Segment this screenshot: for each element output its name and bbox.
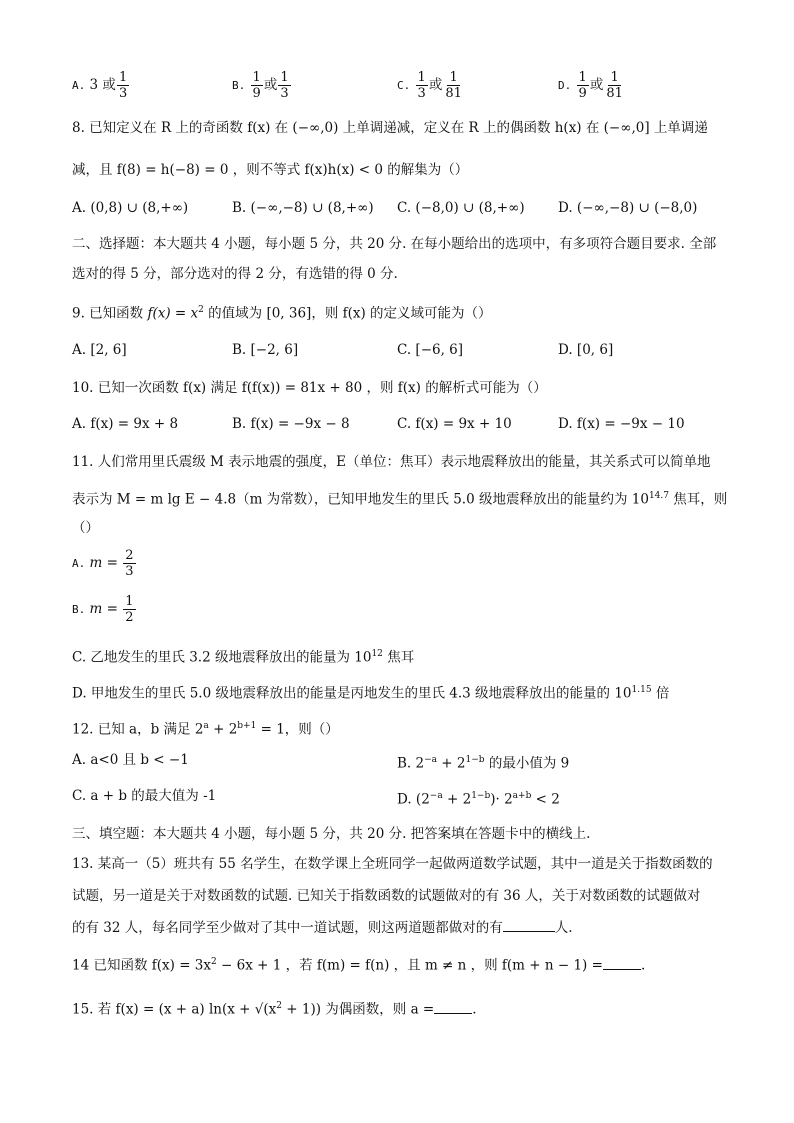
q15-answer-blank[interactable] [434, 1001, 472, 1014]
q11-stem-line2: 表示为 M = m lg E − 4.8（m 为常数），已知甲地发生的里氏 5.0 级地震释放出的能量约为 $10^{14.7}$ 焦耳，则 [72, 491, 728, 508]
section2-heading-line2: 选对的得 5 分，部分选对的得 2 分，有选错的得 0 分. [72, 266, 398, 282]
q12-stem: 12. 已知 a，b 满足 $2^a + 2^{b+1} = 1$，则（） [72, 721, 339, 738]
q10-stem: 10. 已知一次函数 f(x) 满足 f(f(x)) = 81x + 80 ，则 f(x) 的解析式可能为（） [72, 380, 547, 396]
q10-option-d: D. f(x) = −9x − 10 [558, 416, 685, 432]
q13-stem-line1: 13. 某高一（5）班共有 55 名学生，在数学课上全班同学一起做两道数学试题，其中一道是关于指数函数的 [72, 856, 713, 872]
q8-option-a: A. (0,8) ∪ (8,+∞) [72, 200, 189, 216]
q8-option-b: B. (−∞,−8) ∪ (8,+∞) [232, 200, 374, 216]
q11-stem-line3: （） [72, 520, 99, 536]
q15-stem: 15. 若 f(x) = (x + a) $\ln(x + √(x^2 + 1))$ 为偶函数，则 a = . [72, 1001, 477, 1018]
fraction: $\frac{1}{81}$ [445, 70, 462, 101]
q10-option-a: A. f(x) = 9x + 8 [72, 416, 179, 432]
q12-option-b: B. $2^{-a} + 2^{1-b}$ 的最小值为 9 [397, 755, 570, 772]
fraction: $\frac{1}{3}$ [417, 70, 426, 101]
q13-stem-line3: 的有 32 人，每名同学至少做对了其中一道试题，则这两道题都做对的有 人. [72, 920, 573, 936]
q8-stem-line1: 8. 已知定义在 R 上的奇函数 f(x) 在 (−∞,0) 上单调递减，定义在 R 上的偶函数 h(x) 在 (−∞,0] 上单调递 [72, 120, 708, 136]
q9-stem: 9. 已知函数 $f(x) = x^2$ 的值域为 [0, 36]，则 f(x) 的定义域可能为（） [72, 305, 492, 322]
q9-option-c: C. [−6, 6] [397, 342, 464, 358]
q11-option-b: B. m = $\frac{1}{2}$ [72, 594, 134, 625]
q9-option-a: A. [2, 6] [72, 342, 127, 358]
q11-option-d: D. 甲地发生的里氏 5.0 级地震释放出的能量是丙地发生的里氏 4.3 级地震释放出的能量的 $10^{1.15}$ 倍 [72, 685, 670, 702]
fraction: $\frac{2}{3}$ [125, 548, 134, 579]
fraction: $\frac{1}{9}$ [252, 70, 261, 101]
q8-stem-line2: 减，且 f(8) = h(−8) = 0 ，则不等式 f(x)h(x) < 0 的解集为（） [72, 162, 469, 178]
q9-option-b: B. [−2, 6] [232, 342, 299, 358]
q10-option-b: B. f(x) = −9x − 8 [232, 416, 350, 432]
q12-option-a: A. a<0 且 b < −1 [72, 752, 189, 768]
q11-option-a: A. m = $\frac{2}{3}$ [72, 548, 134, 579]
q10-option-c: C. f(x) = 9x + 10 [397, 416, 512, 432]
q13-stem-line2: 试题，另一道是关于对数函数的试题. 已知关于指数函数的试题做对的有 36 人，关于对数函数的试题做对 [72, 888, 701, 904]
section3-heading: 三、填空题：本大题共 4 小题，每小题 5 分，共 20 分. 把答案填在答题卡中的横线上. [72, 826, 591, 842]
fraction: $\frac{1}{9}$ [578, 70, 587, 101]
fraction: $\frac{1}{2}$ [125, 594, 134, 625]
q7-option-b: B. $\frac{1}{9}$ 或 $\frac{1}{3}$ [232, 70, 289, 101]
fraction: $\frac{1}{3}$ [280, 70, 289, 101]
q9-option-d: D. [0, 6] [558, 342, 614, 358]
q11-option-c: C. 乙地发生的里氏 3.2 级地震释放出的能量为 $10^{12}$ 焦耳 [72, 649, 415, 666]
fraction: $\frac{1}{3}$ [118, 70, 128, 101]
q8-option-d: D. (−∞,−8) ∪ (−8,0) [558, 200, 698, 216]
q13-answer-blank[interactable] [503, 919, 555, 932]
q7-option-d: D. $\frac{1}{9}$ 或 $\frac{1}{81}$ [558, 70, 623, 101]
section2-heading-line1: 二、选择题：本大题共 4 小题，每小题 5 分，共 20 分. 在每小题给出的选项中，有多项符合题目要求. 全部 [72, 236, 717, 252]
q7-option-a: A. 3 或 $\frac{1}{3}$ [72, 70, 128, 101]
q11-stem-line1: 11. 人们常用里氏震级 M 表示地震的强度，E（单位：焦耳）表示地震释放出的能量，其关系式可以简单地 [72, 454, 711, 470]
q7-option-c: C. $\frac{1}{3}$ 或 $\frac{1}{81}$ [397, 70, 462, 101]
q8-option-c: C. (−8,0) ∪ (8,+∞) [397, 200, 525, 216]
fraction: $\frac{1}{81}$ [606, 70, 623, 101]
q14-answer-blank[interactable] [603, 957, 641, 970]
q14-stem: 14 已知函数 $f(x) = 3x^2 - 6x + 1$ ，若 f(m) = f(n) ，且 m ≠ n ，则 f(m + n − 1) = . [72, 957, 646, 974]
q12-option-c: C. a + b 的最大值为 -1 [72, 788, 217, 804]
q12-option-d: D. $(2^{-a} + 2^{1-b})\cdot 2^{a+b} < 2$ [397, 791, 560, 808]
